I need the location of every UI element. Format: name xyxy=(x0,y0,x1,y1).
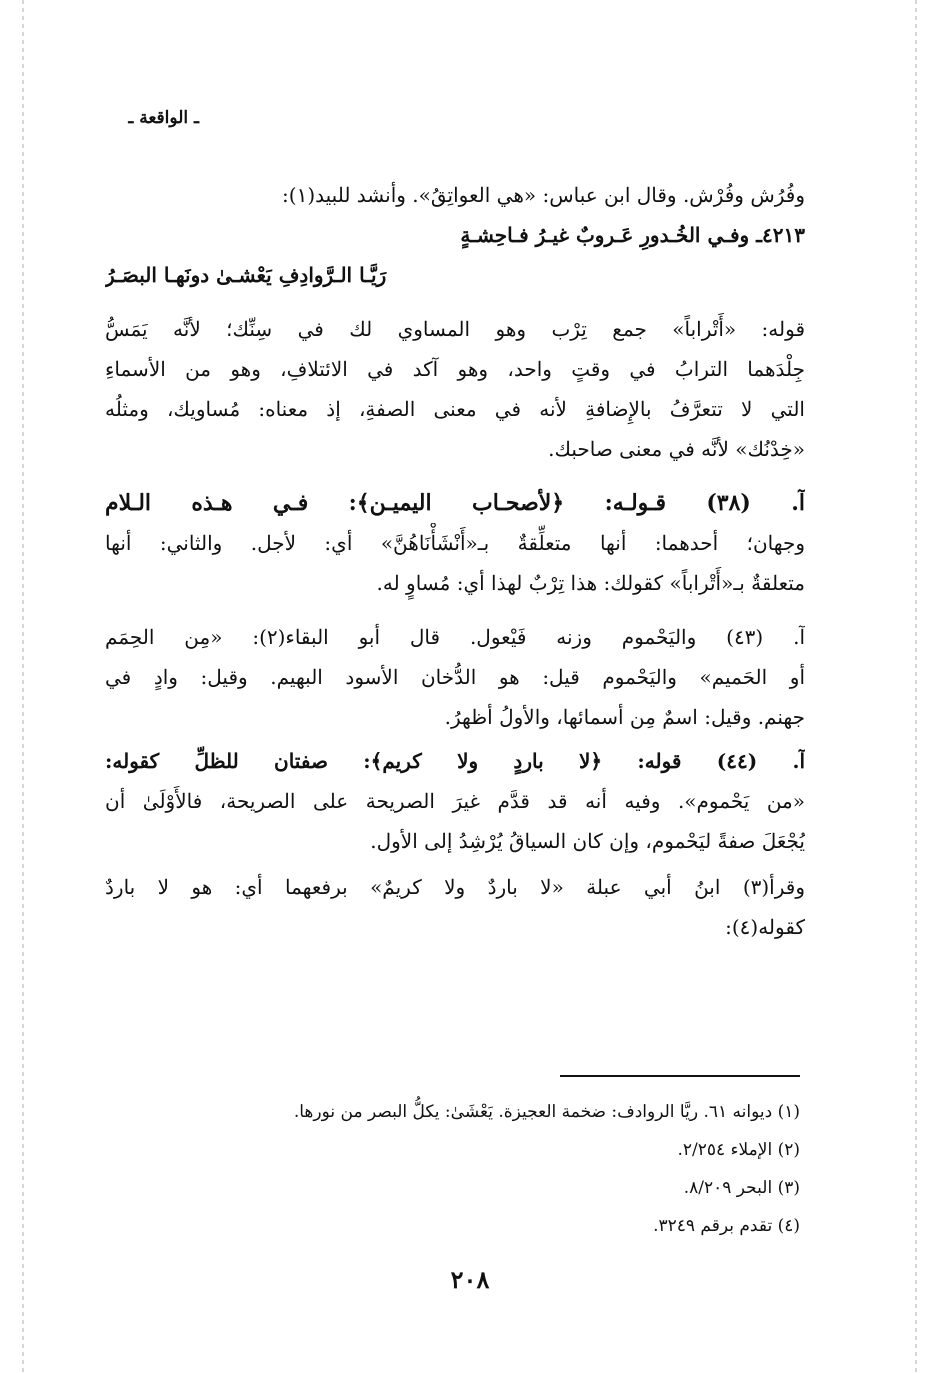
right-margin-dots xyxy=(915,0,917,1373)
main-text xyxy=(105,175,805,947)
text-line: متعلقةٌ بـ«أَتْراباً» كقولك: هذا تِرْبٌ لهذا أي: مُساوٍ له. xyxy=(376,571,805,595)
verse-heading: آ. (٣٨) قـولـه: ﴿لأصحـاب اليميـن﴾: فـي هـذه الـلام xyxy=(105,490,805,516)
verse-line: ٤٢١٣ـ وفـي الخُـدورِ عَـروبٌ غيـرُ فـاحِشـةٍ xyxy=(460,223,805,247)
text-line: كقوله(٤): xyxy=(725,915,805,939)
verse-heading: آ. (٤٤) قوله: ﴿لا باردٍ ولا كريم﴾: صفتان للظلِّ كقوله: xyxy=(105,749,805,773)
text-line: جِلْدَهما الترابُ في وقتٍ واحد، وهو آكد في الائتلافِ، وهو من الأسماءِ xyxy=(105,357,805,381)
text-line: «من يَحْموم». وفيه أنه قد قدَّم غيرَ الصريحة على الصريحة، فالأَوْلَىٰ أن xyxy=(105,789,805,813)
left-margin-dots xyxy=(22,0,24,1373)
text-line: وقرأ(٣) ابنُ أبي عبلة «لا باردٌ ولا كريمٌ» برفعهما أي: هو لا باردٌ xyxy=(105,875,805,899)
running-header: ـ الواقعة ـ xyxy=(128,108,199,128)
footnote: (٤) تقدم برقم ٣٢٤٩. xyxy=(653,1216,800,1236)
text-line: التي لا تتعرَّفُ بالإِضافةِ لأنه في معنى الصفةِ، إذ معناه: مُساويك، ومثلُه xyxy=(105,397,805,421)
text-line: وجهان؛ أحدهما: أنها متعلِّقةٌ بـ«أَنْشَأْنَاهُنَّ» أي: لأجل. والثاني: أنها xyxy=(105,531,805,555)
footnote: (١) ديوانه ٦١. ريَّا الروادف: ضخمة العجيزة. يَعْشَىٰ: يكلُّ البصر من نورها. xyxy=(293,1102,800,1122)
footnote: (٢) الإملاء ٢/٢٥٤. xyxy=(677,1140,800,1160)
text-line: آ. (٤٣) واليَحْموم وزنه فَيْعول. قال أبو البقاء(٢): «مِن الحِمَم xyxy=(105,625,805,649)
footnote-separator xyxy=(560,1075,800,1077)
text-line: أو الحَميم» واليَحْموم قيل: هو الدُّخان الأسود البهيم. وقيل: وادٍ في xyxy=(105,665,805,689)
page-number: ٢٠٨ xyxy=(450,1265,490,1294)
text-line: جهنم. وقيل: اسمٌ مِن أسمائها، والأولُ أظهرُ. xyxy=(444,705,805,729)
verse-line: رَيَّـا الـرَّوادِفِ يَعْشـىٰ دونَهـا البصَـرُ xyxy=(105,263,387,287)
footnote: (٣) البحر ٨/٢٠٩. xyxy=(683,1178,800,1198)
text-line: قوله: «أَتْراباً» جمع تِرْب وهو المساوي لك في سِنِّك؛ لأنَّه يَمَسُّ xyxy=(105,317,805,341)
text-line: «خِدْنُك» لأنَّه في معنى صاحبك. xyxy=(548,437,805,461)
text-line: وفُرُش وفُرْش. وقال ابن عباس: «هي العواتِقُ». وأنشد للبيد(١): xyxy=(282,183,805,207)
text-line: يُجْعَلَ صفةً ليَحْموم، وإن كان السياقُ يُرْشِدُ إلى الأول. xyxy=(370,829,805,853)
footnotes xyxy=(105,1093,800,1245)
